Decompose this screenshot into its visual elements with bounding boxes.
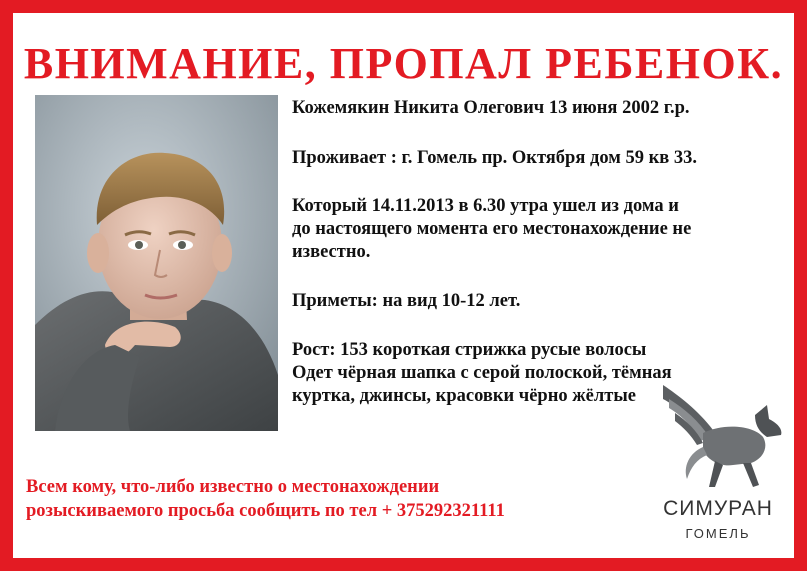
left-home-line: до настоящего момента его местонахождение не [292,219,692,239]
child-signs: Приметы: на вид 10-12 лет. [292,291,521,311]
child-name-birthdate: Кожемякин Никита Олегович 13 июня 2002 г.р. [292,98,690,118]
appeal-line-phone: розыскиваемого просьба сообщить по тел + 375292321111 [26,501,505,521]
child-address: Проживает : г. Гомель пр. Октября дом 59 кв 33. [292,148,697,168]
simuran-logo [643,375,793,545]
logo-name: СИМУРАН [663,497,773,520]
appeal-line: Всем кому, что-либо известно о местонахождении [26,477,440,497]
poster-headline: ВНИМАНИЕ, ПРОПАЛ РЕБЕНОК. [23,39,784,88]
left-home-line: Который 14.11.2013 в 6.30 утра ушел из дома и [292,196,679,216]
logo-city: ГОМЕЛЬ [685,526,751,541]
contact-appeal [26,475,505,523]
child-description-line: Рост: 153 короткая стрижка русые волосы [292,340,647,360]
left-home-line: известно. [292,242,371,262]
child-photo [35,95,278,431]
child-description-line: куртка, джинсы, красовки чёрно жёлтые [292,386,637,406]
winged-wolf-icon [643,375,793,495]
child-description-line: Одет чёрная шапка с серой полоской, тёмная [292,363,672,383]
